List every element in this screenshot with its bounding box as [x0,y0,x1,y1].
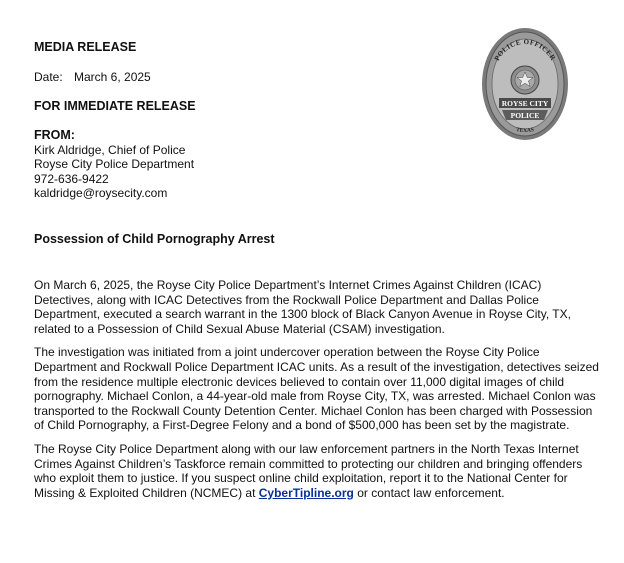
badge-bottom-text: TEXAS [515,126,535,135]
media-release-title: MEDIA RELEASE [34,40,137,54]
from-email[interactable]: kaldridge@roysecity.com [34,186,168,200]
date-value: March 6, 2025 [74,70,151,84]
from-block [34,128,194,201]
cybertipline-link[interactable]: CyberTipline.org [258,485,354,500]
from-name: Kirk Aldridge, Chief of Police [34,142,186,157]
from-phone: 972-636-9422 [34,171,109,186]
badge-banner-text: POLICE [510,111,540,120]
badge-city-text: ROYSE CITY [501,99,549,108]
date-label: Date: [34,70,63,84]
paragraph-3-end: or contact law enforcement. [353,485,505,500]
release-type: FOR IMMEDIATE RELEASE [34,99,196,113]
police-badge-icon [480,26,570,142]
paragraph-3-text: The Royse City Police Department along with our law enforcement partners in the North Texas Internet Crimes Against Children’s Taskforce remain committed to protecting our children and bringing offenders who exploit them to justice. If you suspect online child exploitation, report it to the National Center for Missing & Exploited Children (NCMEC) at [34,441,583,500]
release-body [34,278,600,509]
badge-top-text: POLICE OFFICER [492,37,558,63]
from-label: FROM: [34,128,75,142]
release-subject: Possession of Child Pornography Arrest [34,232,275,246]
paragraph-3 [34,442,600,500]
paragraph-1: On March 6, 2025, the Royse City Police Department’s Internet Crimes Against Children (ICAC) Detectives, along with ICAC Detectives from the Rockwall Police Department and Dallas Police Department, executed a search warrant in the 1300 block of Black Canyon Avenue in Royse City, TX, related to a Possession of Child Sexual Abuse Material (CSAM) investigation. [34,278,571,336]
from-department: Royse City Police Department [34,157,195,171]
release-date [34,70,151,84]
paragraph-2: The investigation was initiated from a joint undercover operation between the Royse City Police Department and Rockwall Police Department ICAC units. As a result of the investigation, detectives seized from the residence multiple electronic devices believed to contain over 11,000 digital images of child pornography. Michael Conlon, a 44-year-old male from Royse City, TX, was arrested. Michael Conlon was transported to the Rockwall County Detention Center. Michael Conlon has been charged with Possession of Child Pornography, a First-Degree Felony and a bond of $500,000 has been set by the magistrate. [34,345,599,433]
